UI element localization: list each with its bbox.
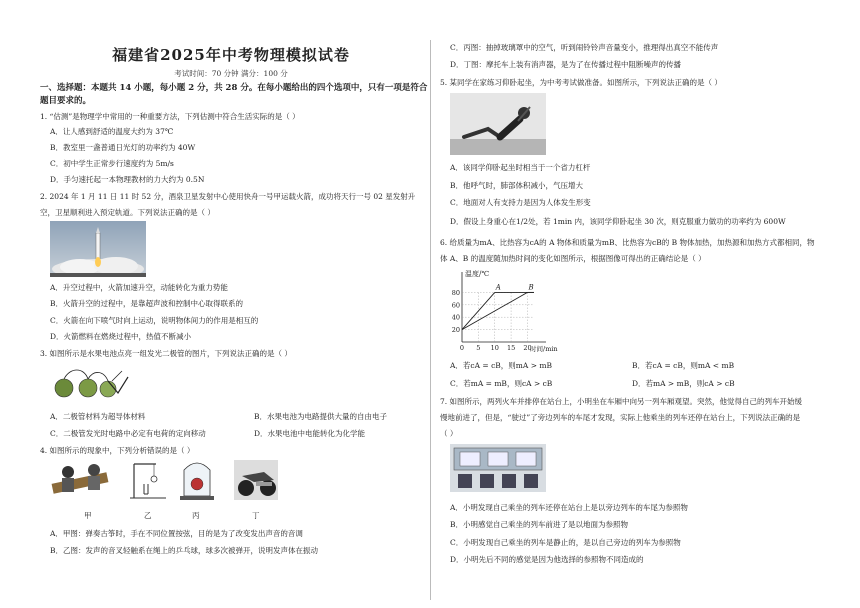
train-interior-image	[450, 444, 546, 492]
column-divider	[430, 40, 431, 600]
q1-stem: 1. “估测”是物理学中常用的一种重要方法，下列估测中符合生活实际的是（ ）	[40, 112, 300, 121]
q7-stem-line2: 慢地前进了，但是，“驶过”了旁边列车的车尾才发现，实际上他乘坐的列车还停在站台上，下列说法正确的是	[440, 413, 801, 422]
q4-stem: 4. 如图所示的现象中，下列分析错误的是（ ）	[40, 446, 195, 455]
q3-option-b: B．水果电池为电路提供大量的自由电子	[254, 412, 388, 421]
y-tick-label: 80	[451, 288, 460, 297]
q1-option-c: C．初中学生正常步行速度约为 5m/s	[50, 159, 174, 168]
q3-option-d: D．水果电池中电能转化为化学能	[254, 429, 366, 438]
q6-option-b: B．若cA = cB，则mA < mB	[632, 361, 735, 370]
q2-stem-line1: 2. 2024 年 1 月 11 日 11 时 52 分，酒泉卫星发射中心使用快舟一号甲运载火箭，成功将天行一号 02 星发射升	[40, 192, 416, 201]
q4-option-c: C．丙图：抽掉玻璃罩中的空气，听到闹铃铃声音量变小，推理得出真空不能传声	[450, 43, 719, 52]
q3-stem: 3. 如图所示是水果电池点亮一组发光二极管的图片，下列说法正确的是（ ）	[40, 349, 292, 358]
q7-stem-line3: （ ）	[440, 429, 458, 438]
series-label-A: A	[495, 283, 501, 292]
q2-option-a: A．升空过程中，火箭加速升空，动能转化为重力势能	[50, 283, 228, 292]
q1-option-d: D．手匀速托起一本物理教材的力大约为 0.5N	[50, 175, 205, 184]
series-line-A	[462, 292, 495, 329]
exam-meta: 考试时间：70 分钟 满分：100 分	[174, 69, 288, 78]
q4-option-b: B．乙图：发声的音叉轻触系在绳上的乒乓球，球多次被弹开，说明发声体在振动	[50, 546, 319, 555]
q4-label-jia: 甲	[84, 511, 92, 520]
q6-option-c: C．若mA = mB，则cA > cB	[450, 379, 553, 388]
temperature-time-chart	[444, 268, 564, 354]
y-tick-label: 40	[451, 313, 460, 322]
q4-option-d: D．丁图：摩托车上装有消声器，是为了在传播过程中阻断噪声的传播	[450, 60, 682, 69]
q2-option-d: D．火箭燃料在燃烧过程中，热值不断减小	[50, 332, 192, 341]
q4-label-ding: 丁	[252, 511, 260, 520]
q1-option-a: A．让人感到舒适的温度大约为 37℃	[50, 127, 174, 136]
motorcycle-image	[234, 460, 278, 500]
y-axis-label: 温度/℃	[465, 270, 490, 278]
page-title: 福建省2025年中考物理模拟试卷	[112, 46, 350, 64]
q7-option-b: B．小明感觉自己乘坐的列车前进了是以地面为参照物	[450, 520, 629, 529]
q7-stem-line1: 7. 如图所示，两列火车并排停在站台上，小明坐在车厢中向另一列车厢观望。突然，他觉得自己的列车开始缓	[440, 397, 803, 406]
y-tick-label: 60	[451, 301, 460, 310]
q5-option-b: B．他呼气时，肺部体积减小，气压增大	[450, 181, 584, 190]
q3-option-c: C．二极管发光时电路中必定有电荷的定向移动	[50, 429, 206, 438]
q6-option-a: A．若cA = cB，则mA > mB	[450, 361, 553, 370]
q6-stem-line2: 体 A、B 的温度随加热时间的变化如图所示，根据图像可得出的正确结论是（ ）	[440, 254, 706, 263]
situp-photo	[450, 93, 546, 155]
x-tick-label: 0	[459, 344, 465, 352]
q5-option-a: A．该同学仰卧起坐时相当于一个省力杠杆	[450, 163, 591, 172]
q4-label-yi: 乙	[144, 511, 152, 520]
guzheng-image	[50, 460, 110, 500]
q3-option-a: A．二极管材料为超导体材料	[50, 412, 146, 421]
series-label-B: B	[528, 283, 534, 292]
q7-option-d: D．小明先后不同的感觉是因为他选择的参照物不同造成的	[450, 555, 644, 564]
q4-label-bing: 丙	[192, 511, 200, 520]
section-heading-cont: 题目要求的。	[40, 96, 92, 106]
bell-jar-image	[180, 456, 214, 502]
q2-stem-line2: 空，卫星顺利进入预定轨道。下列说法正确的是（ ）	[40, 208, 215, 217]
q5-stem: 5. 某同学在家练习仰卧起坐，为中考考试做准备。如图所示，下列说法正确的是（ ）	[440, 78, 722, 87]
tuning-fork-image	[126, 458, 170, 502]
x-tick-label: 20	[523, 344, 532, 352]
q5-option-d: D．假设上身重心在1/2处，若 1min 内，该同学仰卧起坐 30 次，则克服重力做功的功率约为 600W	[450, 217, 786, 226]
q7-option-a: A．小明发现自己乘坐的列车还停在站台上是以旁边列车的车尾为参照物	[450, 503, 688, 512]
q6-stem-line1: 6. 给质量为mA、比热容为cA的 A 物体和质量为mB、比热容为cB的 B 物体加热，加热源和加热方式都相同，物	[440, 238, 815, 247]
y-tick-label: 20	[451, 326, 460, 335]
q1-option-b: B．教室里一盏普通日光灯的功率约为 40W	[50, 143, 196, 152]
q2-option-c: C．火箭在向下喷气时向上运动，说明物体间力的作用是相互的	[50, 316, 259, 325]
rocket-launch-photo	[50, 221, 146, 277]
q4-option-a: A．甲图：弹奏古筝时，手在不同位置按弦，目的是为了改变发出声音的音调	[50, 529, 303, 538]
section-heading: 一、选择题：本题共 14 小题，每小题 2 分，共 28 分。在每小题给出的四个选项中，只有一项是符合	[40, 83, 428, 93]
x-tick-label: 15	[506, 344, 516, 352]
x-axis-label: 时间/min	[530, 345, 558, 353]
x-tick-label: 5	[476, 344, 481, 352]
q5-option-c: C．地面对人有支持力是因为人体发生形变	[450, 198, 591, 207]
q6-option-d: D．若mA > mB，则cA > cB	[632, 379, 735, 388]
q2-option-b: B．火箭升空的过程中，是靠超声波和控制中心取得联系的	[50, 299, 244, 308]
series-line-B	[462, 292, 527, 329]
fruit-battery-image	[50, 363, 134, 401]
q7-option-c: C．小明发现自己乘坐的列车是静止的，是以自己旁边的列车为参照物	[450, 538, 681, 547]
x-tick-label: 10	[490, 344, 499, 352]
